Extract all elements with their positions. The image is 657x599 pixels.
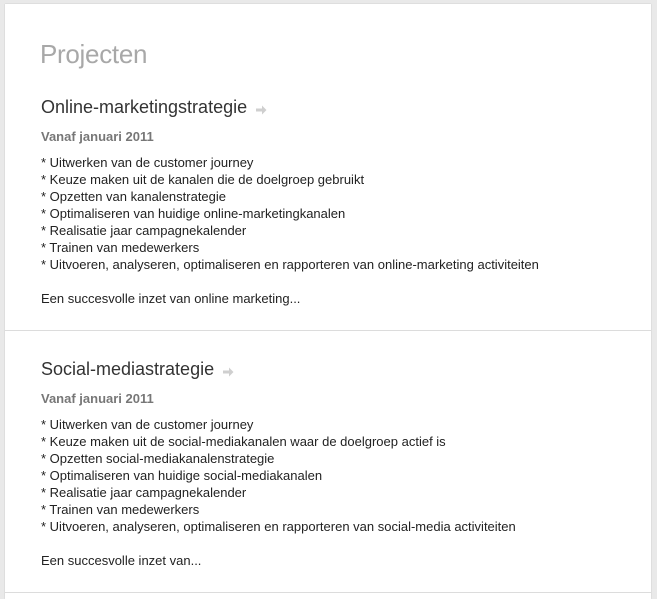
list-item: * Uitvoeren, analyseren, optimaliseren en rapporteren van online-marketing activiteiten	[41, 257, 539, 272]
project-title[interactable]: Online-marketingstrategie	[41, 96, 248, 117]
project-title-row	[41, 356, 651, 382]
project-task-list	[41, 416, 651, 535]
list-item: * Optimaliseren van huidige social-mediakanalen	[41, 468, 323, 483]
list-item: * Opzetten van kanalenstrategie	[41, 189, 227, 204]
project-entry	[5, 356, 651, 570]
project-title-row	[41, 94, 651, 120]
list-item: * Optimaliseren van huidige online-marketingkanalen	[41, 206, 346, 221]
list-item: * Trainen van medewerkers	[41, 502, 200, 517]
list-item: * Keuze maken uit de kanalen die de doelgroep gebruikt	[41, 172, 365, 187]
project-title[interactable]: Social-mediastrategie	[41, 358, 215, 379]
project-entry	[5, 94, 651, 308]
list-item: * Realisatie jaar campagnekalender	[41, 485, 247, 500]
divider	[5, 330, 651, 331]
arrow-right-icon[interactable]	[256, 102, 267, 112]
divider	[5, 592, 651, 593]
list-item: * Uitwerken van de customer journey	[41, 417, 254, 432]
projects-card	[5, 4, 651, 599]
project-task-list	[41, 154, 651, 273]
arrow-right-icon[interactable]	[223, 364, 234, 374]
list-item: * Opzetten social-mediakanalenstrategie	[41, 451, 275, 466]
project-summary: Een succesvolle inzet van online marketing...	[41, 291, 301, 306]
list-item: * Uitvoeren, analyseren, optimaliseren en rapporteren van social-media activiteiten	[41, 519, 516, 534]
list-item: * Realisatie jaar campagnekalender	[41, 223, 247, 238]
project-date: Vanaf januari 2011	[41, 129, 154, 144]
section-heading: Projecten	[40, 39, 148, 69]
project-summary: Een succesvolle inzet van...	[41, 553, 202, 568]
list-item: * Uitwerken van de customer journey	[41, 155, 254, 170]
list-item: * Trainen van medewerkers	[41, 240, 200, 255]
project-date: Vanaf januari 2011	[41, 391, 154, 406]
list-item: * Keuze maken uit de social-mediakanalen waar de doelgroep actief is	[41, 434, 446, 449]
